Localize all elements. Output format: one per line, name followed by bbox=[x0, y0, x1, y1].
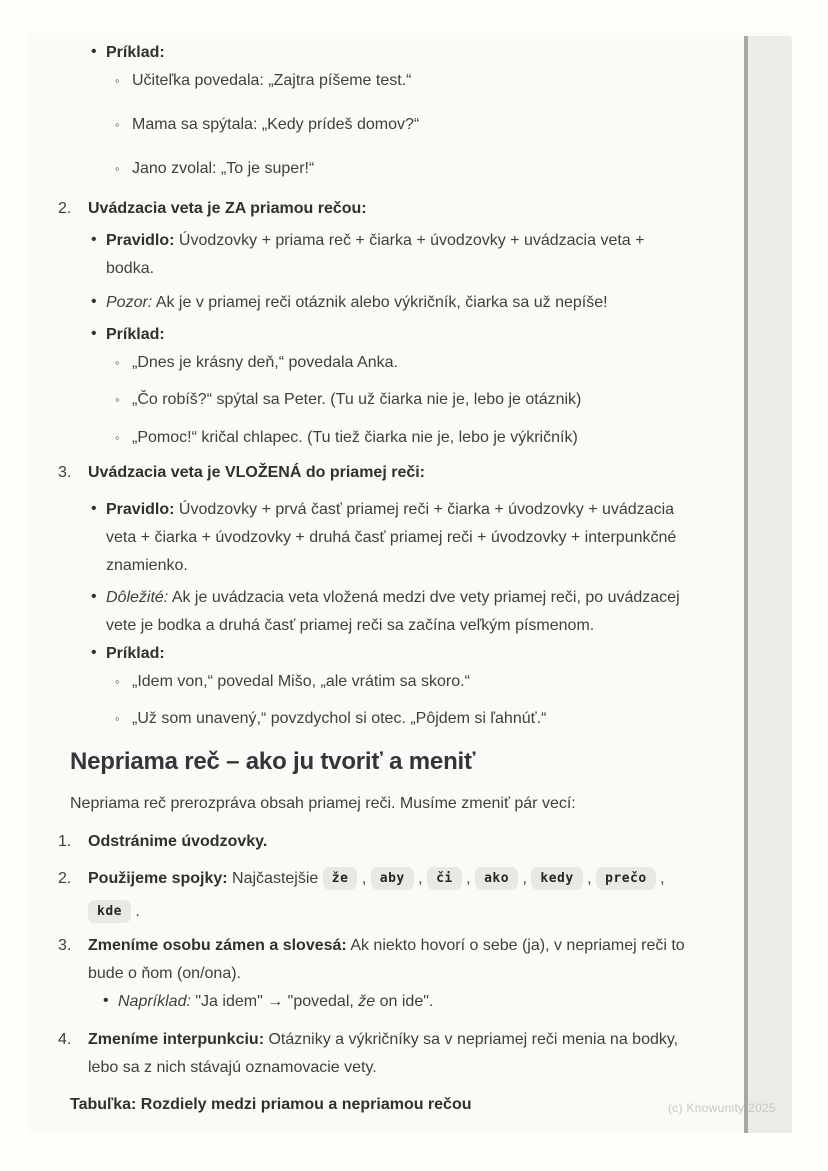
code-badge: kde bbox=[88, 900, 131, 923]
code-badge: či bbox=[427, 867, 462, 890]
circle-bullet-marker: ◦ bbox=[115, 430, 120, 445]
bullet-marker: • bbox=[91, 500, 97, 517]
code-badge: kedy bbox=[531, 867, 582, 890]
number-marker: 2. bbox=[58, 870, 72, 887]
list-item bbox=[58, 459, 692, 487]
text-segment: Úvodzovky + prvá časť priamej reči + čiarka + úvodzovky + uvádzacia veta + čiarka + úvodzovky + druhá časť priamej reči + úvodzovky + interpunkčné znamienko. bbox=[106, 501, 677, 574]
text-segment: Pozor: bbox=[106, 294, 153, 311]
list-item bbox=[70, 584, 692, 640]
circle-bullet-marker: ◦ bbox=[115, 392, 120, 407]
number-marker: 3. bbox=[58, 937, 72, 954]
list-item bbox=[70, 424, 692, 452]
text-segment: Nepriama reč prerozpráva obsah priamej reči. Musíme zmeniť pár vecí: bbox=[70, 795, 576, 812]
bullet-marker: • bbox=[91, 293, 97, 310]
text-segment: Ak niekto hovorí o sebe (ja), v nepriamej reči to bude o ňom (on/ona). bbox=[88, 937, 685, 982]
text-segment: „Už som unavený,“ povzdychol si otec. „Pôjdem si ľahnúť.“ bbox=[132, 710, 547, 727]
list-item bbox=[70, 227, 692, 283]
document-body bbox=[28, 33, 792, 1119]
code-badge: aby bbox=[371, 867, 414, 890]
text-segment: Mama sa spýtala: „Kedy prídeš domov?“ bbox=[132, 116, 420, 133]
list-item bbox=[70, 496, 692, 580]
bullet-marker: • bbox=[91, 43, 97, 60]
bullet-marker: • bbox=[91, 644, 97, 661]
text-segment: . bbox=[130, 903, 140, 920]
circle-bullet-marker: ◦ bbox=[115, 161, 120, 176]
code-badge: že bbox=[323, 867, 358, 890]
text-segment: , bbox=[413, 870, 428, 887]
text-segment: Jano zvolal: „To je super!“ bbox=[132, 160, 315, 177]
text-segment: Použijeme spojky: bbox=[88, 870, 228, 887]
paragraph bbox=[70, 1091, 692, 1119]
list-item bbox=[70, 67, 692, 95]
list-item bbox=[70, 155, 692, 183]
text-segment: Príklad: bbox=[106, 326, 165, 343]
text-segment: , bbox=[357, 870, 371, 887]
text-segment: Dôležité: bbox=[106, 589, 169, 606]
text-segment: „Pomoc!“ kričal chlapec. (Tu tiež čiarka nie je, lebo je výkričník) bbox=[132, 429, 578, 446]
text-segment: Príklad: bbox=[106, 645, 165, 662]
number-marker: 4. bbox=[58, 1031, 72, 1048]
list-item bbox=[58, 1026, 692, 1082]
text-segment: Úvodzovky + priama reč + čiarka + úvodzovky + uvádzacia veta + bodka. bbox=[106, 232, 645, 277]
bullet-marker: • bbox=[91, 231, 97, 248]
text-segment: „Dnes je krásny deň,“ povedala Anka. bbox=[132, 354, 398, 371]
text-segment: "Ja idem" → "povedal, bbox=[190, 993, 359, 1010]
text-segment: že bbox=[358, 993, 376, 1010]
circle-bullet-marker: ◦ bbox=[115, 73, 120, 88]
text-segment: Tabuľka: Rozdiely medzi priamou a nepriamou rečou bbox=[70, 1096, 472, 1113]
number-marker: 3. bbox=[58, 464, 72, 481]
list-item bbox=[58, 932, 692, 988]
text-segment: Učiteľka povedala: „Zajtra píšeme test.“ bbox=[132, 72, 412, 89]
circle-bullet-marker: ◦ bbox=[115, 711, 120, 726]
text-segment: Otázniky a výkričníky sa v nepriamej reči menia na bodky, lebo sa z nich stávajú oznamovacie vety. bbox=[88, 1031, 679, 1076]
text-segment: „Čo robíš?“ spýtal sa Peter. (Tu už čiarka nie je, lebo je otáznik) bbox=[132, 391, 582, 408]
section-heading bbox=[70, 745, 692, 778]
watermark: (c) Knowunity 2025 bbox=[667, 1101, 776, 1115]
document-page bbox=[28, 33, 792, 1133]
bullet-marker: • bbox=[91, 325, 97, 342]
list-item bbox=[70, 111, 692, 139]
text-segment: Odstránime úvodzovky. bbox=[88, 833, 268, 850]
text-segment: Pravidlo: bbox=[106, 501, 175, 518]
paragraph bbox=[70, 790, 692, 818]
circle-bullet-marker: ◦ bbox=[115, 117, 120, 132]
number-marker: 1. bbox=[58, 833, 72, 850]
list-item bbox=[58, 195, 692, 223]
text-segment: Uvádzacia veta je VLOŽENÁ do priamej reči: bbox=[88, 464, 426, 481]
list-item bbox=[70, 640, 692, 668]
list-item bbox=[58, 828, 692, 856]
text-segment: Napríklad: bbox=[118, 993, 191, 1010]
bullet-marker: • bbox=[91, 588, 97, 605]
text-segment: Príklad: bbox=[106, 44, 165, 61]
text-segment: on ide". bbox=[375, 993, 434, 1010]
text-segment: Uvádzacia veta je ZA priamou rečou: bbox=[88, 200, 367, 217]
text-segment: „Idem von,“ povedal Mišo, „ale vrátim sa skoro.“ bbox=[132, 673, 470, 690]
list-item bbox=[70, 349, 692, 377]
text-segment: Pravidlo: bbox=[106, 232, 175, 249]
list-item bbox=[70, 705, 692, 733]
number-marker: 2. bbox=[58, 200, 72, 217]
list-item bbox=[70, 668, 692, 696]
text-segment: Najčastejšie bbox=[227, 870, 323, 887]
bullet-marker: • bbox=[103, 992, 109, 1009]
text-segment: , bbox=[582, 870, 597, 887]
list-item bbox=[70, 39, 692, 67]
text-segment: Ak je uvádzacia veta vložená medzi dve vety priamej reči, po uvádzacej vete je bodka a druhá časť priamej reči sa začína veľkým písmenom. bbox=[106, 589, 680, 634]
list-item bbox=[70, 988, 692, 1016]
circle-bullet-marker: ◦ bbox=[115, 674, 120, 689]
text-segment: , bbox=[655, 870, 665, 887]
text-segment: Zmeníme osobu zámen a slovesá: bbox=[88, 937, 347, 954]
text-segment: Zmeníme interpunkciu: bbox=[88, 1031, 265, 1048]
circle-bullet-marker: ◦ bbox=[115, 355, 120, 370]
code-badge: prečo bbox=[596, 867, 656, 890]
heading-text: Nepriama reč – ako ju tvoriť a meniť bbox=[70, 748, 476, 775]
code-badge: ako bbox=[475, 867, 518, 890]
text-segment: Ak je v priamej reči otáznik alebo výkričník, čiarka sa už nepíše! bbox=[152, 294, 608, 311]
list-item bbox=[70, 321, 692, 349]
list-item bbox=[70, 289, 692, 317]
text-segment: , bbox=[518, 870, 532, 887]
list-item bbox=[58, 862, 692, 928]
text-segment: , bbox=[461, 870, 476, 887]
list-item bbox=[70, 386, 692, 414]
